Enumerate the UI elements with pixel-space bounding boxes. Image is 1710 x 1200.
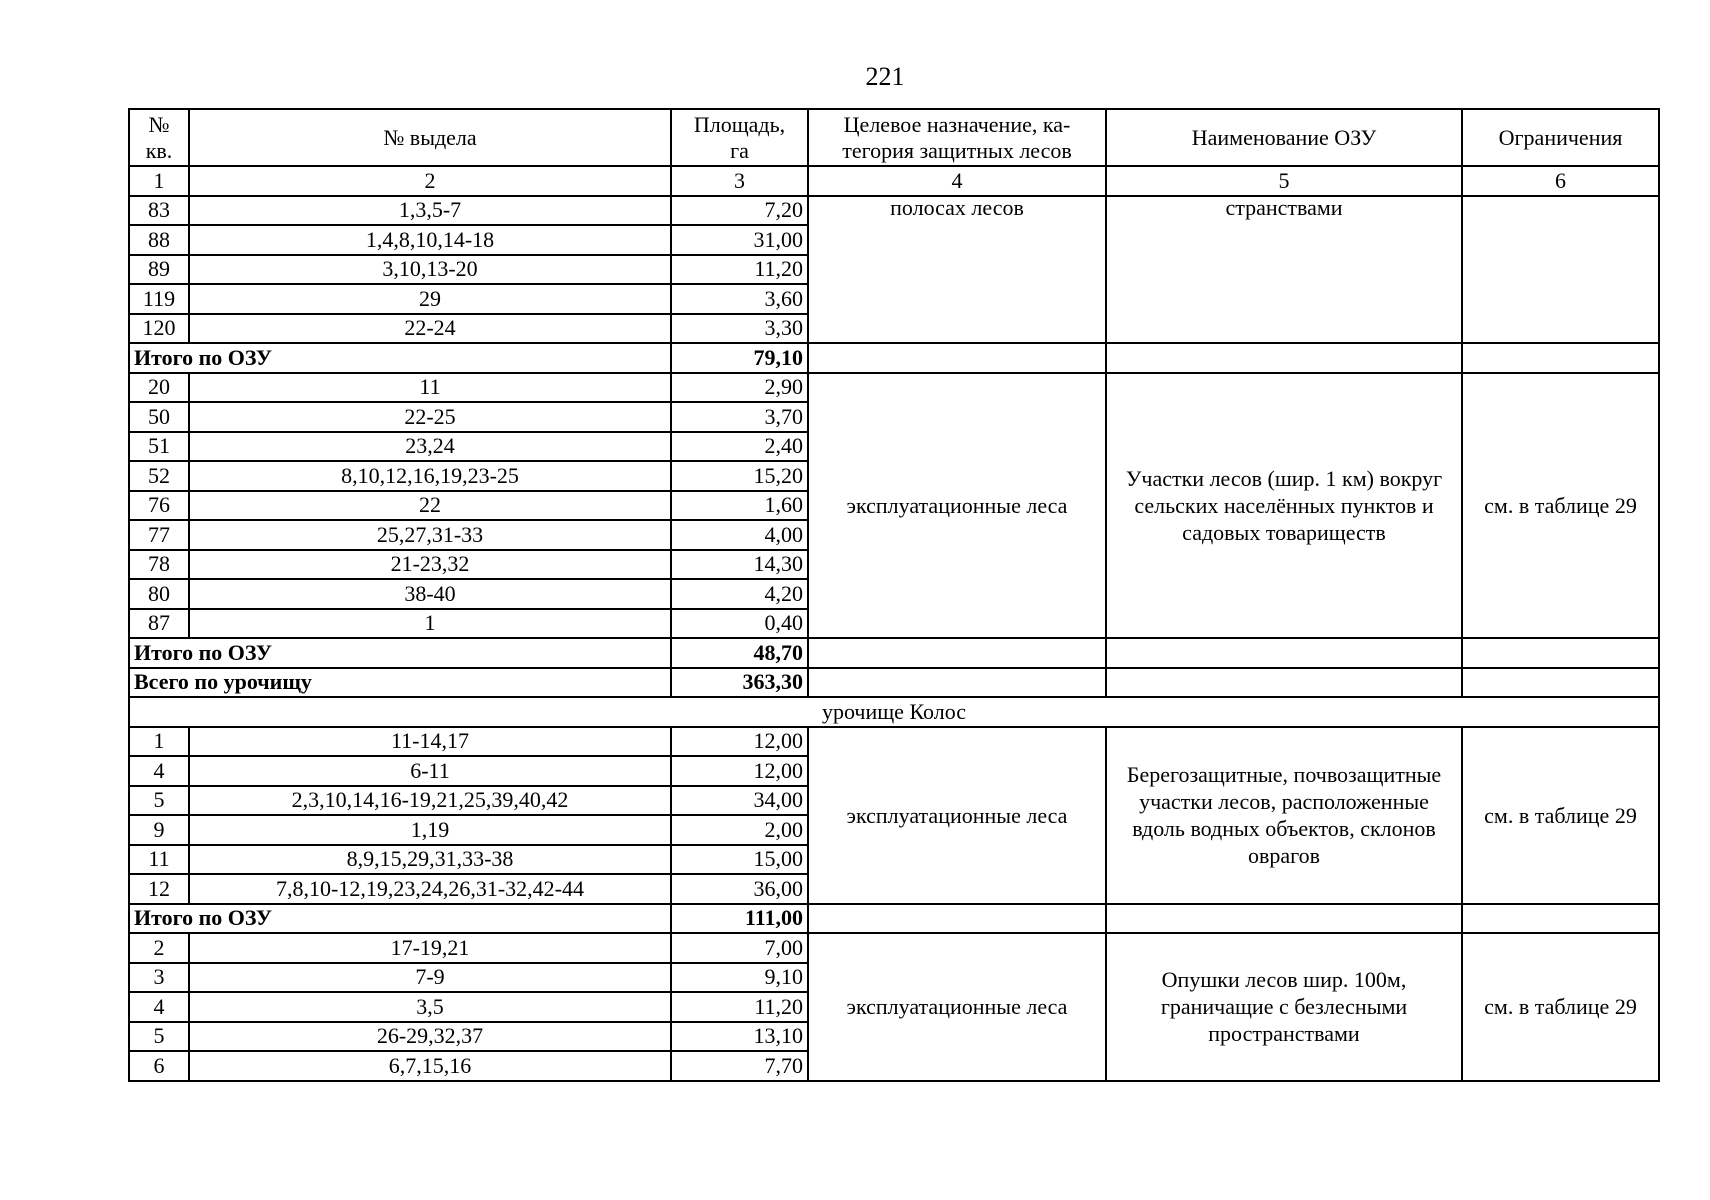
column-number: 5 — [1106, 166, 1462, 196]
total-label: Итого по ОЗУ — [129, 343, 671, 373]
empty-cell — [808, 668, 1106, 698]
kv-cell: 4 — [129, 992, 189, 1022]
kv-cell: 78 — [129, 550, 189, 580]
empty-cell — [808, 904, 1106, 934]
kv-cell: 11 — [129, 845, 189, 875]
kv-cell: 20 — [129, 373, 189, 403]
area-cell: 36,00 — [671, 874, 808, 904]
kv-cell: 52 — [129, 461, 189, 491]
area-cell: 15,20 — [671, 461, 808, 491]
ozu-cell: Опушки лесов шир. 100м, граничащие с безлесными пространствами — [1106, 933, 1462, 1081]
area-cell: 4,00 — [671, 520, 808, 550]
total-row — [129, 638, 1659, 668]
column-number: 3 — [671, 166, 808, 196]
header-purpose: Целевое назначение, ка- тегория защитных лесов — [808, 109, 1106, 166]
kv-cell: 9 — [129, 815, 189, 845]
header-restrictions: Ограничения — [1462, 109, 1659, 166]
area-cell: 12,00 — [671, 756, 808, 786]
area-cell: 7,00 — [671, 933, 808, 963]
kv-cell: 88 — [129, 225, 189, 255]
area-cell: 12,00 — [671, 727, 808, 757]
column-number-row — [129, 166, 1659, 196]
kv-cell: 1 — [129, 727, 189, 757]
area-cell: 14,30 — [671, 550, 808, 580]
total-area: 111,00 — [671, 904, 808, 934]
header-area: Площадь, га — [671, 109, 808, 166]
empty-cell — [1106, 343, 1462, 373]
kv-cell: 120 — [129, 314, 189, 344]
kv-cell: 6 — [129, 1051, 189, 1081]
area-cell: 9,10 — [671, 963, 808, 993]
grand-total-row — [129, 668, 1659, 698]
kv-cell: 2 — [129, 933, 189, 963]
purpose-cell: эксплуатационные леса — [808, 727, 1106, 904]
restriction-cell — [1462, 196, 1659, 344]
vydel-cell: 21-23,32 — [189, 550, 671, 580]
column-number: 2 — [189, 166, 671, 196]
kv-cell: 3 — [129, 963, 189, 993]
area-cell: 11,20 — [671, 992, 808, 1022]
vydel-cell: 25,27,31-33 — [189, 520, 671, 550]
vydel-cell: 1 — [189, 609, 671, 639]
total-label: Итого по ОЗУ — [129, 904, 671, 934]
kv-cell: 80 — [129, 579, 189, 609]
area-cell: 13,10 — [671, 1022, 808, 1052]
empty-cell — [1106, 668, 1462, 698]
vydel-cell: 8,9,15,29,31,33-38 — [189, 845, 671, 875]
empty-cell — [1106, 638, 1462, 668]
vydel-cell: 38-40 — [189, 579, 671, 609]
purpose-cell: эксплуатационные леса — [808, 373, 1106, 639]
header-ozu: Наименование ОЗУ — [1106, 109, 1462, 166]
vydel-cell: 7-9 — [189, 963, 671, 993]
vydel-cell: 29 — [189, 284, 671, 314]
empty-cell — [1462, 668, 1659, 698]
total-area: 79,10 — [671, 343, 808, 373]
area-cell: 3,70 — [671, 402, 808, 432]
area-cell: 3,30 — [671, 314, 808, 344]
kv-cell: 87 — [129, 609, 189, 639]
kv-cell: 83 — [129, 196, 189, 226]
kv-cell: 5 — [129, 1022, 189, 1052]
vydel-cell: 8,10,12,16,19,23-25 — [189, 461, 671, 491]
header-vydel: № выдела — [189, 109, 671, 166]
section-title: урочище Колос — [129, 697, 1659, 727]
empty-cell — [808, 638, 1106, 668]
ozu-table — [128, 108, 1660, 1082]
empty-cell — [1462, 904, 1659, 934]
ozu-cell: Участки лесов (шир. 1 км) вокруг сельских населённых пунктов и садовых товариществ — [1106, 373, 1462, 639]
vydel-cell: 3,5 — [189, 992, 671, 1022]
kv-cell: 4 — [129, 756, 189, 786]
vydel-cell: 1,4,8,10,14-18 — [189, 225, 671, 255]
vydel-cell: 3,10,13-20 — [189, 255, 671, 285]
vydel-cell: 2,3,10,14,16-19,21,25,39,40,42 — [189, 786, 671, 816]
purpose-cell: полосах лесов — [808, 196, 1106, 344]
vydel-cell: 17-19,21 — [189, 933, 671, 963]
table-row — [129, 933, 1659, 963]
kv-cell: 50 — [129, 402, 189, 432]
vydel-cell: 23,24 — [189, 432, 671, 462]
vydel-cell: 6-11 — [189, 756, 671, 786]
area-cell: 2,00 — [671, 815, 808, 845]
empty-cell — [1462, 638, 1659, 668]
grand-total-area: 363,30 — [671, 668, 808, 698]
kv-cell: 51 — [129, 432, 189, 462]
vydel-cell: 1,3,5-7 — [189, 196, 671, 226]
kv-cell: 76 — [129, 491, 189, 521]
kv-cell: 77 — [129, 520, 189, 550]
header-row — [129, 109, 1659, 166]
total-label: Итого по ОЗУ — [129, 638, 671, 668]
area-cell: 11,20 — [671, 255, 808, 285]
kv-cell: 89 — [129, 255, 189, 285]
table-row — [129, 196, 1659, 226]
vydel-cell: 11-14,17 — [189, 727, 671, 757]
column-number: 4 — [808, 166, 1106, 196]
ozu-cell: странствами — [1106, 196, 1462, 344]
area-cell: 1,60 — [671, 491, 808, 521]
total-row — [129, 343, 1659, 373]
header-kv: № кв. — [129, 109, 189, 166]
vydel-cell: 7,8,10-12,19,23,24,26,31-32,42-44 — [189, 874, 671, 904]
kv-cell: 119 — [129, 284, 189, 314]
kv-cell: 5 — [129, 786, 189, 816]
restriction-cell: см. в таблице 29 — [1462, 727, 1659, 904]
area-cell: 7,70 — [671, 1051, 808, 1081]
area-cell: 4,20 — [671, 579, 808, 609]
empty-cell — [808, 343, 1106, 373]
column-number: 1 — [129, 166, 189, 196]
section-row — [129, 697, 1659, 727]
area-cell: 3,60 — [671, 284, 808, 314]
area-cell: 31,00 — [671, 225, 808, 255]
vydel-cell: 11 — [189, 373, 671, 403]
area-cell: 34,00 — [671, 786, 808, 816]
area-cell: 15,00 — [671, 845, 808, 875]
total-row — [129, 904, 1659, 934]
page-number: 221 — [865, 62, 905, 91]
ozu-cell: Берегозащитные, почвозащитные участки лесов, расположенные вдоль водных объектов, склонов оврагов — [1106, 727, 1462, 904]
area-cell: 2,90 — [671, 373, 808, 403]
vydel-cell: 6,7,15,16 — [189, 1051, 671, 1081]
empty-cell — [1462, 343, 1659, 373]
vydel-cell: 22-24 — [189, 314, 671, 344]
kv-cell: 12 — [129, 874, 189, 904]
area-cell: 0,40 — [671, 609, 808, 639]
restriction-cell: см. в таблице 29 — [1462, 933, 1659, 1081]
purpose-cell: эксплуатационные леса — [808, 933, 1106, 1081]
total-area: 48,70 — [671, 638, 808, 668]
grand-total-label: Всего по урочищу — [129, 668, 671, 698]
vydel-cell: 22-25 — [189, 402, 671, 432]
area-cell: 7,20 — [671, 196, 808, 226]
area-cell: 2,40 — [671, 432, 808, 462]
restriction-cell: см. в таблице 29 — [1462, 373, 1659, 639]
vydel-cell: 22 — [189, 491, 671, 521]
table-row — [129, 727, 1659, 757]
column-number: 6 — [1462, 166, 1659, 196]
table-row — [129, 373, 1659, 403]
empty-cell — [1106, 904, 1462, 934]
vydel-cell: 26-29,32,37 — [189, 1022, 671, 1052]
vydel-cell: 1,19 — [189, 815, 671, 845]
